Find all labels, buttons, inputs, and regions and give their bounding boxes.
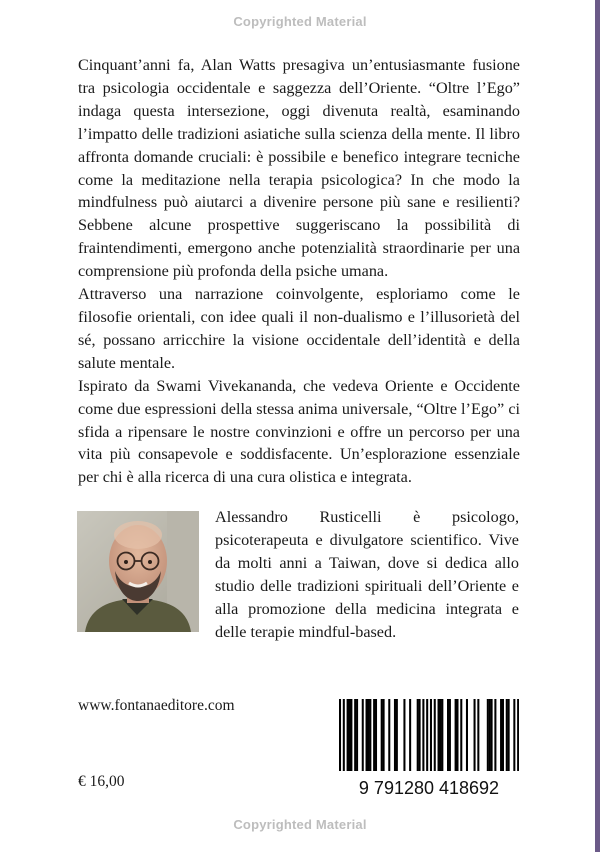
barcode-bar: [356, 699, 358, 771]
barcode-bar: [388, 699, 390, 771]
barcode-bar: [369, 699, 371, 771]
barcode-bar: [508, 699, 510, 771]
barcode-bar: [354, 699, 356, 771]
barcode-bar: [403, 699, 405, 771]
blurb-paragraph: Attraverso una narrazione coinvolgente, esploriamo come le filosofie orientali, con idee quali il non-dualismo e l’illusorietà del sé, possano arricchire la visione occidentale dell’identità e della salute mentale.: [78, 285, 520, 372]
blurb-paragraph: Cinquant’anni fa, Alan Watts presagiva un’entusiasmante fusione tra psicologia occidentale e saggezza dell’Oriente. “Oltre l’Ego” indaga questa intersezione, oggi divenuta realtà, esaminando l’impatto delle tradizioni asiatiche sulla scienza della mente. Il libro affronta domande cruciali: è possibile e benefico integrare tecniche come la meditazione nella terapia psicologica? In che modo la mindfulness può aiutarci a divenire persone più sane e resilienti? Sebbene alcune prospettive suggeriscano la possibilità di fraintendimenti, emergono anche potenzialità straordinarie per una comprensione più profonda della psiche umana.: [78, 56, 520, 281]
barcode-bar: [347, 699, 349, 771]
barcode-bar: [513, 699, 515, 771]
barcode-bar: [441, 699, 443, 771]
barcode-bar: [422, 699, 424, 771]
barcode-bar: [477, 699, 479, 771]
barcode-bar: [383, 699, 385, 771]
barcode-bar: [419, 699, 421, 771]
barcode-bar: [487, 699, 489, 771]
author-photo: [77, 511, 199, 632]
barcode-bar: [500, 699, 502, 771]
barcode-bar: [489, 699, 491, 771]
barcode-bar: [375, 699, 377, 771]
barcode-bar: [381, 699, 383, 771]
barcode-bar: [456, 699, 458, 771]
watermark-bottom: Copyrighted Material: [233, 817, 367, 832]
barcode-bar: [339, 699, 341, 771]
barcode-bar: [348, 699, 350, 771]
barcode-bar: [438, 699, 440, 771]
cover-edge-strip: [595, 0, 600, 852]
barcode-bar: [396, 699, 398, 771]
barcode-bar: [474, 699, 476, 771]
barcode-bar: [455, 699, 457, 771]
isbn-barcode: [339, 695, 519, 800]
barcode-bar: [460, 699, 462, 771]
barcode-bar: [417, 699, 419, 771]
barcode-bar: [466, 699, 468, 771]
barcode-bar: [373, 699, 375, 771]
barcode-bar: [366, 699, 368, 771]
barcode-bar: [343, 699, 345, 771]
barcode-bar: [434, 699, 436, 771]
barcode-bar: [494, 699, 496, 771]
barcode-bar: [350, 699, 352, 771]
isbn-number: 9 791280 418692: [358, 778, 500, 798]
blurb-paragraph: Ispirato da Swami Vivekananda, che vedeva Oriente e Occidente come due espressioni della stessa anima universale, “Oltre l’Ego” ci sfida a ripensare le nostre convinzioni e offre un percorso per una vita più consapevole e soddisfacente. Un’esplorazione essenziale per chi è alla ricerca di una cura olistica e integrata.: [78, 376, 520, 487]
publisher-website: www.fontanaeditore.com: [78, 697, 235, 714]
barcode-bar: [394, 699, 396, 771]
barcode-bar: [430, 699, 432, 771]
barcode-bar: [517, 699, 519, 771]
barcode-bar: [502, 699, 504, 771]
barcode-bar: [449, 699, 451, 771]
author-bio: Alessandro Rusticelli è psicologo, psicoterapeuta e divulgatore scientifico. Vive da molti anni a Taiwan, dove si dedica allo studio delle tradizioni spirituali dell’Oriente e alla promozione della medicina integrata e delle terapie mindful-based.: [215, 508, 519, 641]
barcode-bar: [447, 699, 449, 771]
barcode-bar: [491, 699, 493, 771]
watermark-top: Copyrighted Material: [233, 14, 367, 29]
barcode-bar: [439, 699, 441, 771]
barcode-bar: [409, 699, 411, 771]
barcode-bar: [367, 699, 369, 771]
back-cover-blurb: [78, 54, 520, 489]
barcode-bar: [506, 699, 508, 771]
price: € 16,00: [78, 773, 125, 790]
barcode-bar: [426, 699, 428, 771]
barcode-bar: [362, 699, 364, 771]
